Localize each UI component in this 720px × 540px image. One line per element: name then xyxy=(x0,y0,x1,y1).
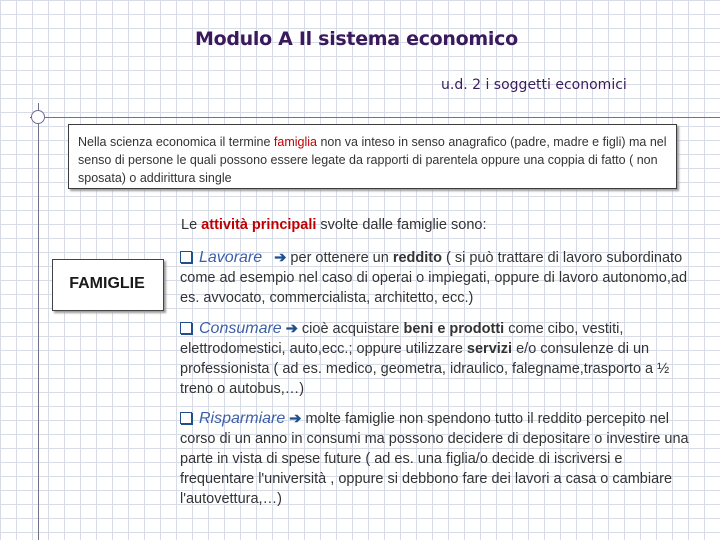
item-text: molte famiglie non spendono tutto il reddito percepito nel corso di un anno in consumi ma possono decidere di depositare o investire una parte in vista di spese future ( ad es. una figlia/o decide di iscriversi e frequentare l'università , oppure si debbono fare dei lavori a casa o cambiare l'autovettura,…) xyxy=(180,411,689,507)
arrow-right-icon: ➔ xyxy=(289,411,302,427)
list-item-consumare xyxy=(180,319,695,399)
lead-sentence xyxy=(181,217,486,233)
horizontal-rule xyxy=(30,117,720,118)
item-keyword: Risparmiare xyxy=(199,410,286,427)
checkbox-bullet-icon xyxy=(180,322,192,334)
list-item-lavorare xyxy=(180,248,695,308)
definition-text xyxy=(78,133,678,187)
item-keyword: Consumare xyxy=(199,320,282,337)
definition-pre: Nella scienza economica il termine xyxy=(78,135,274,149)
checkbox-bullet-icon xyxy=(180,251,192,263)
item-bold-text: reddito xyxy=(392,250,442,266)
arrow-right-icon: ➔ xyxy=(274,250,287,266)
rule-circle-ornament xyxy=(31,110,45,124)
vertical-rule xyxy=(38,103,39,540)
item-bold-text: beni e prodotti xyxy=(403,321,505,337)
lead-post: svolte dalle famiglie sono: xyxy=(316,217,487,233)
lead-highlight: attività principali xyxy=(201,217,317,233)
item-keyword: Lavorare xyxy=(199,249,263,266)
definition-post: non va inteso in senso anagrafico (padre, madre e figli) ma nel senso di persone le quali possono essere legate da rapporti di parentela oppure una coppia di fatto ( non sposata) o addirittura single xyxy=(78,135,667,185)
item-text: e/o consulenze di un professionista ( ad es. medico, geometra, idraulico, falegname,trasporto a ½ treno o autobus,…) xyxy=(180,341,670,397)
definition-term: famiglia xyxy=(273,135,317,149)
item-text: ( si può trattare di lavoro subordinato come ad esempio nel caso di operai o impiegati, oppure di lavoro autonomo,ad es. avvocato, commercialista, architetto, ecc.) xyxy=(180,250,688,306)
page-title: Modulo A Il sistema economico xyxy=(195,28,518,50)
famiglie-label: FAMIGLIE xyxy=(69,275,145,292)
item-bold-text: servizi xyxy=(466,341,513,357)
page-subtitle: u.d. 2 i soggetti economici xyxy=(441,77,627,93)
item-text: per ottenere un xyxy=(286,250,393,266)
lead-pre: Le xyxy=(181,217,202,233)
item-text: cioè acquistare xyxy=(297,321,404,337)
arrow-right-icon: ➔ xyxy=(285,321,298,337)
item-text: come cibo, vestiti, elettrodomestici, auto,ecc.; oppure utilizzare xyxy=(180,321,624,357)
checkbox-bullet-icon xyxy=(180,412,192,424)
list-item-risparmiare xyxy=(180,409,695,509)
